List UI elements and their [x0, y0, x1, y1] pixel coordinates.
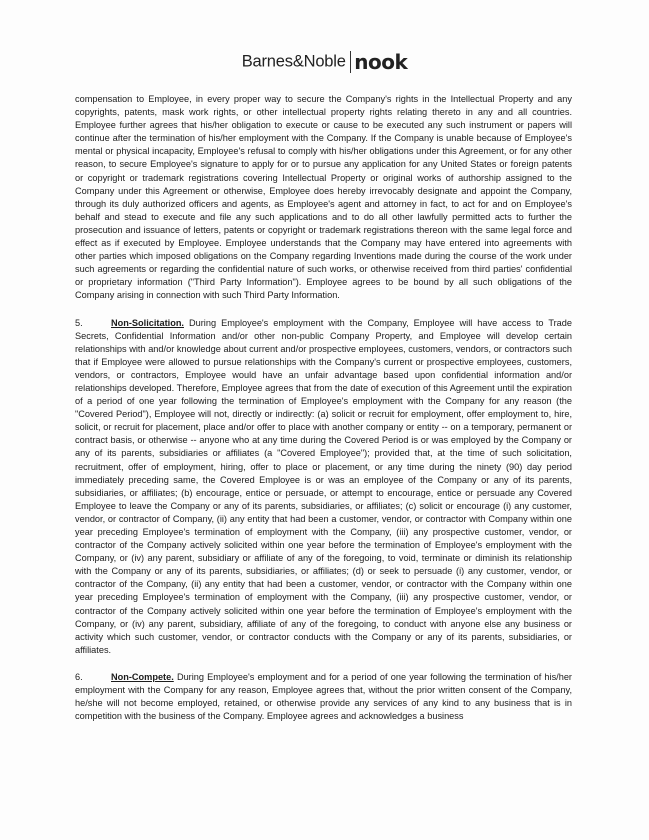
- section-5-non-solicitation: [75, 317, 572, 657]
- document-body: [75, 93, 572, 737]
- paragraph-continuation: compensation to Employee, in every proper way to secure the Company's rights in the Intellectual Property and any copyrights, patents, mask work rights, or other intellectual property rights relating thereto in any and all countries. Employee further agrees that his/her obligation to execute or cause to be executed any such instrument or papers will continue after the termination of his/her employment with the Company. If the Company is unable because of Employee's mental or physical incapacity, Employee's refusal to comply with his/her obligations under this Agreement, or for any other reason, to secure Employee's signature to apply for or to pursue any application for any United States or foreign patents or copyright or trademark registrations covering Intellectual Property or original works of authorship assigned to the Company under this Agreement or otherwise, Employee does hereby irrevocably designate and appoint the Company, through its duly authorized officers and agents, as Employee's agent and attorney in fact, to act for and on Employee's behalf and stead to execute and file any such applications and to do all other lawfully permitted acts to further the prosecution and issuance of letters, patents or copyright or trademark registrations thereon with the same legal force and effect as if executed by Employee. Employee understands that the Company may have entered into agreements with other parties which imposed obligations on the Company regarding Inventions made during the course of the work under such agreements or regarding the confidential nature of such works, or otherwise received from third parties' confidential or proprietary information ("Third Party Information"). Employee agrees to be bound by all such obligations of the Company arising in connection with such Third Party Information.: [75, 94, 572, 301]
- section-6-non-compete: [75, 671, 572, 723]
- section-5-heading: Non-Solicitation.: [111, 317, 184, 328]
- section-5-body: During Employee's employment with the Company, Employee will have access to Trade Secrets, Confidential Information and/or other non-public Company Property, and Employee will develop certain relationships with and/or knowledge about current and/or prospective employees, customers, vendors, or contractors such that if Employee were allowed to pursue relationships with the Company's current or prospective employees, customers, vendors, or contractors, Employee would have an unfair advantage based upon confidential information and/or relationships developed. Therefore, Employee agrees that from the date of execution of this Agreement until the expiration of a period of one year following the termination of Employee's employment with the Company for any reason (the "Covered Period"), Employee will not, directly or indirectly: (a) solicit or recruit for employment, offer employment to, hire, solicit, or recruit for placement, place and/or offer to place with another company or entity -- on a temporary, permanent or contract basis, or otherwise -- anyone who at any time during the Covered Period is or was employed by the Company or any of its parents, subsidiaries or affiliates (a "Covered Employee"); provided that, at the time of such solicitation, recruitment, offer of employment, hiring, offer to place or placement, or any time during the ninety (90) day period immediately preceding same, the Covered Employee is or was an employee of the Company or any of its parents, subsidiaries, or affiliates; (b) encourage, entice or persuade, or attempt to encourage, entice or persuade any Covered Employee to leave the Company or any of its parents, subsidiaries, or affiliates; (c) solicit or encourage (i) any customer, vendor, or contractor of Company, (ii) any entity that had been a customer, vendor, or contractor with Company within one year preceding Employee's termination of employment with the Company, (iii) any prospective customer, vendor, or contractor of the Company actively solicited within one year before the termination of Employee's employment with the Company, or (iv) any parent, subsidiary or affiliate of any of the foregoing, to void, terminate or diminish its relationship with the Company or any of its parents, subsidiaries, or affiliates; (d) or seek to persuade (i) any customer, vendor, or contractor of the Company, (ii) any entity that had been a customer, vendor, or contractor with the Company within one year preceding Employee's termination of employment with the Company, (iii) any prospective customer, vendor, or contractor of the Company actively solicited within one year before the termination of Employee's employment with the Company, or (iv) any parent, subsidiary, affiliate of any of the foregoing, to conduct with anyone else any business or activity which such customer, vendor, or contractor conducts with the Company or any of its parents, subsidiaries, or affiliates.: [75, 317, 572, 655]
- section-6-number: 6.: [75, 671, 83, 682]
- section-5-number: 5.: [75, 317, 83, 328]
- logo-divider: [350, 51, 352, 73]
- logo-brand-text: Barnes&Noble: [241, 52, 346, 71]
- barnes-noble-nook-logo: [0, 50, 649, 74]
- section-6-body: During Employee's employment and for a period of one year following the termination of his/her employment with the Company for any reason, Employee agrees that, without the prior written consent of the Company, he/she will not become employed, retained, or otherwise provide any services of any kind to any business that is in competition with the business of the Company. Employee agrees and acknowledges a business: [75, 671, 572, 722]
- section-6-heading: Non-Compete.: [111, 671, 174, 682]
- logo-product-text: nook: [354, 50, 408, 74]
